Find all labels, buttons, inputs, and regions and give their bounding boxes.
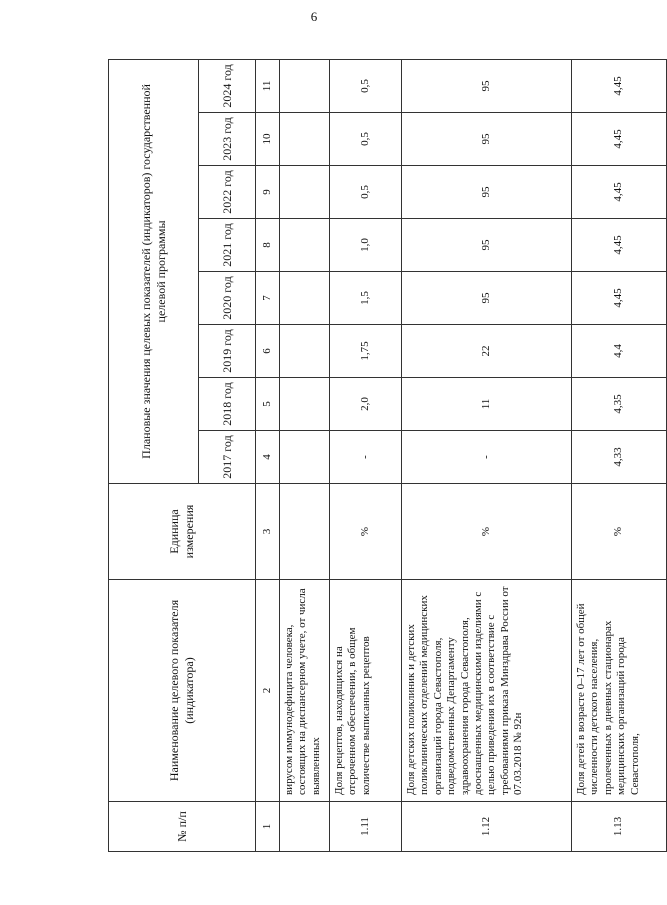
column-number: 1 — [256, 802, 280, 852]
table-row — [280, 59, 330, 851]
row-value — [280, 325, 330, 378]
row-value: 4,35 — [572, 378, 667, 431]
row-value — [280, 166, 330, 219]
row-value: 4,4 — [572, 325, 667, 378]
column-number: 11 — [256, 59, 280, 112]
column-number: 5 — [256, 378, 280, 431]
table-row — [572, 59, 667, 851]
row-value: 0,5 — [330, 166, 402, 219]
row-name: Доля детей в возрасте 0–17 лет от общей численности детского населения, пролеченных в дневных стационарах медицинских организаций города Севастополя, — [572, 580, 667, 802]
row-value — [280, 113, 330, 166]
row-value: 95 — [402, 272, 572, 325]
row-value — [280, 59, 330, 112]
indicator-table — [108, 59, 667, 852]
row-value: 22 — [402, 325, 572, 378]
header-name: Наименование целевого показателя (индикатора) — [109, 580, 256, 802]
row-value: 4,45 — [572, 219, 667, 272]
row-unit: % — [402, 484, 572, 580]
header-year: 2023 год — [199, 113, 256, 166]
row-number: 1.13 — [572, 802, 667, 852]
header-num: № п/п — [109, 802, 256, 852]
row-value: 95 — [402, 219, 572, 272]
column-number: 2 — [256, 580, 280, 802]
row-number: 1.12 — [402, 802, 572, 852]
row-value: - — [402, 431, 572, 484]
row-unit — [280, 484, 330, 580]
row-value: 11 — [402, 378, 572, 431]
column-number: 7 — [256, 272, 280, 325]
row-unit: % — [572, 484, 667, 580]
row-value: 95 — [402, 59, 572, 112]
table-row — [402, 59, 572, 851]
row-value — [280, 378, 330, 431]
header-year: 2024 год — [199, 59, 256, 112]
column-number: 8 — [256, 219, 280, 272]
row-value: 1,0 — [330, 219, 402, 272]
header-year: 2022 год — [199, 166, 256, 219]
table-row — [330, 59, 402, 851]
row-value: 4,33 — [572, 431, 667, 484]
row-value: 4,45 — [572, 272, 667, 325]
row-value — [280, 431, 330, 484]
header-unit: Единица измерения — [109, 484, 256, 580]
row-value: 0,5 — [330, 59, 402, 112]
header-year: 2019 год — [199, 325, 256, 378]
column-number: 10 — [256, 113, 280, 166]
column-number: 9 — [256, 166, 280, 219]
column-number: 6 — [256, 325, 280, 378]
row-value — [280, 272, 330, 325]
row-unit: % — [330, 484, 402, 580]
row-value: 1,5 — [330, 272, 402, 325]
column-number: 4 — [256, 431, 280, 484]
row-value: 95 — [402, 113, 572, 166]
page-number: 6 — [310, 9, 318, 24]
row-number — [280, 802, 330, 852]
header-year: 2018 год — [199, 378, 256, 431]
row-name: вирусом иммунодефицита человека, состоящих на диспансерном учете, от числа выявленных — [280, 580, 330, 802]
row-value: 4,45 — [572, 113, 667, 166]
row-value — [280, 219, 330, 272]
row-name: Доля детских поликлиник и детских поликлинических отделений медицинских организаций города Севастополя, подведомственных Департаменту здравоохранения города Севастополя, дооснащенных медицинскими изделиями с целью приведения их в соответствие с требованиями приказа Минздрава России от 07.03.2018 № 92н — [402, 580, 572, 802]
header-planned: Плановые значения целевых показателей (индикаторов) государственной целевой программы — [109, 59, 199, 483]
header-year: 2021 год — [199, 219, 256, 272]
row-name: Доля рецептов, находящихся на отсроченном обеспечении, в общем количестве выписанных рецептов — [330, 580, 402, 802]
row-value: 95 — [402, 166, 572, 219]
row-value: 4,45 — [572, 166, 667, 219]
row-number: 1.11 — [330, 802, 402, 852]
header-year: 2017 год — [199, 431, 256, 484]
row-value: 4,45 — [572, 59, 667, 112]
row-value: 0,5 — [330, 113, 402, 166]
column-number: 3 — [256, 484, 280, 580]
rotated-table-container — [108, 60, 641, 852]
row-value: - — [330, 431, 402, 484]
row-value: 1,75 — [330, 325, 402, 378]
row-value: 2,0 — [330, 378, 402, 431]
header-year: 2020 год — [199, 272, 256, 325]
